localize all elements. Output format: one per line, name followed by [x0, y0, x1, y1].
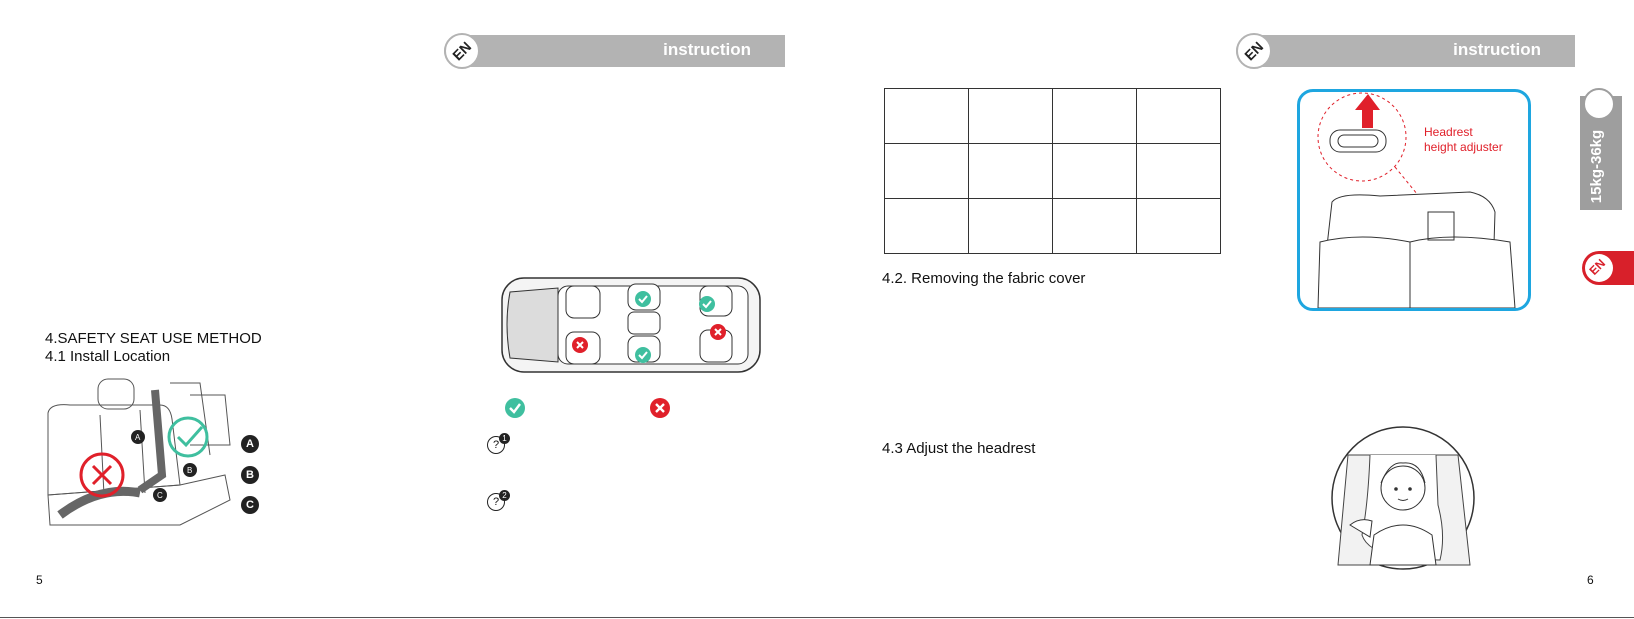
- headrest-adjuster-illustration: [1300, 92, 1528, 308]
- table-cell: [885, 89, 969, 144]
- en-badge: EN: [1585, 254, 1613, 282]
- rear-seat-illustration: [40, 375, 250, 550]
- en-badge: EN: [1236, 33, 1272, 69]
- cross-icon: [650, 398, 670, 418]
- table-cell: [1053, 199, 1137, 254]
- header-banner-right: [1236, 35, 1575, 67]
- callout-line-2: height adjuster: [1424, 140, 1503, 154]
- banner-word: instruction: [663, 40, 751, 59]
- page-number-left: 5: [36, 573, 43, 587]
- child-headrest-illustration: [1330, 425, 1476, 571]
- table-row: [885, 144, 1221, 199]
- baby-face-icon: [1583, 88, 1615, 120]
- table-cell: [1137, 89, 1221, 144]
- note-marker-2-number: 2: [499, 490, 510, 501]
- table-row: [885, 89, 1221, 144]
- language-tab: [1582, 251, 1634, 285]
- adjust-headrest-title: 4.3 Adjust the headrest: [882, 440, 1036, 457]
- table-cell: [1053, 144, 1137, 199]
- check-icon: [505, 398, 525, 418]
- headrest-adjuster-frame: [1297, 89, 1531, 311]
- seat-label-c: C: [241, 496, 259, 514]
- seat-label-b: B: [241, 466, 259, 484]
- table-cell: [885, 144, 969, 199]
- en-badge: EN: [444, 33, 480, 69]
- removing-cover-title: 4.2. Removing the fabric cover: [882, 270, 1086, 287]
- empty-grid-table: [884, 88, 1221, 254]
- page-number-right: 6: [1587, 573, 1594, 587]
- table-cell: [885, 199, 969, 254]
- table-cell: [1053, 89, 1137, 144]
- table-cell: [969, 144, 1053, 199]
- note-marker-1-number: 1: [499, 433, 510, 444]
- table-cell: [969, 199, 1053, 254]
- weight-range-label: 15kg-36kg: [1588, 129, 1606, 204]
- table-row: [885, 199, 1221, 254]
- svg-text:A: A: [135, 433, 141, 442]
- table-cell: [1137, 199, 1221, 254]
- section-title: 4.SAFETY SEAT USE METHOD: [45, 330, 262, 347]
- table-cell: [1137, 144, 1221, 199]
- table-cell: [969, 89, 1053, 144]
- header-banner-left: [444, 35, 785, 67]
- note-marker-1: ?: [487, 436, 505, 454]
- note-marker-2: ?: [487, 493, 505, 511]
- subsection-title: 4.1 Install Location: [45, 348, 171, 365]
- svg-text:B: B: [187, 466, 193, 475]
- svg-text:C: C: [157, 491, 163, 500]
- seat-label-a: A: [241, 435, 259, 453]
- weight-range-tab: [1580, 96, 1622, 210]
- car-top-view-diagram: [500, 272, 765, 380]
- banner-word: instruction: [1453, 40, 1541, 59]
- callout-line-1: Headrest: [1424, 125, 1473, 139]
- bottom-rule: [0, 617, 1634, 618]
